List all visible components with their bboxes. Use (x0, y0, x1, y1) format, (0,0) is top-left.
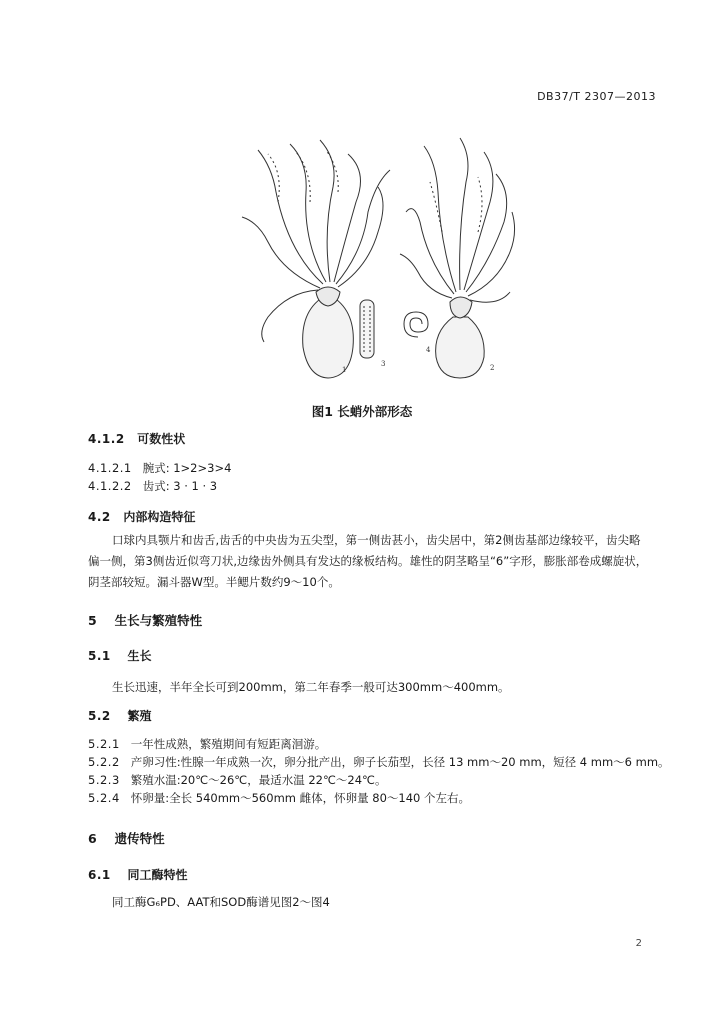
figure-label-1: 1 (342, 366, 347, 374)
clause-text: 一年性成熟，繁殖期间有短距离洄游。 (130, 737, 327, 751)
section-heading-6-1 (88, 866, 188, 883)
octopus-ventral-drawing (400, 138, 515, 378)
section-title: 生长与繁殖特性 (114, 613, 203, 628)
section-heading-5-2 (88, 707, 152, 724)
clause-5-2-3 (88, 772, 386, 788)
clause-number: 5.2.3 (88, 773, 120, 787)
clause-number: 5.2.2 (88, 755, 120, 769)
funnel-organ-drawing (360, 300, 374, 358)
hectocotylus-drawing (404, 312, 428, 337)
clause-text: 齿式: 3 · 1 · 3 (142, 479, 218, 493)
section-number: 4.1.2 (88, 432, 125, 446)
octopus-illustration (228, 132, 518, 384)
clause-text: 怀卵量:全长 540mm～560mm 雌体，怀卵量 80～140 个左右。 (130, 791, 471, 805)
section-heading-6 (88, 829, 165, 847)
figure-caption: 图1 长蛸外部形态 (311, 404, 413, 419)
standard-code: DB37/T 2307—2013 (537, 90, 656, 103)
section-number: 5.1 (88, 649, 111, 663)
figure-label-2: 2 (490, 364, 495, 372)
section-heading-4-2 (88, 508, 195, 525)
section-number: 5 (88, 613, 98, 628)
section-title: 繁殖 (127, 709, 152, 723)
section-title: 同工酶特性 (127, 868, 188, 882)
section-heading-5 (88, 611, 202, 629)
section-number: 5.2 (88, 709, 111, 723)
clause-4-1-2-2 (88, 478, 217, 494)
page-number: 2 (635, 938, 642, 949)
section-heading-5-1 (88, 647, 152, 664)
clause-number: 4.1.2.2 (88, 479, 132, 493)
figure-label-3: 3 (381, 360, 386, 368)
section-title: 内部构造特征 (123, 510, 196, 524)
section-number: 6.1 (88, 868, 111, 882)
clause-text: 腕式: 1>2>3>4 (142, 461, 232, 475)
clause-text: 繁殖水温:20℃～26℃，最适水温 22℃～24℃。 (130, 773, 387, 787)
paragraph-isozyme: 同工酶G₆PD、AAT和SOD酶谱见图2～图4 (112, 895, 330, 909)
section-title: 遗传特性 (114, 831, 165, 846)
clause-5-2-2 (88, 754, 670, 770)
paragraph-internal-structure: 口球内具颚片和齿舌,齿舌的中央齿为五尖型，第一侧齿甚小，齿尖居中，第2侧齿基部边缘较平，齿尖略偏一侧，第3侧齿近似弯刀状,边缘齿外侧具有发达的缘板结构。雄性的阴茎略呈“6”字形，膨胀部卷成螺旋状，阴茎部较短。漏斗器W型。半鳃片数约9～10个。 (88, 533, 648, 589)
clause-text: 产卵习性:性腺一年成熟一次，卵分批产出，卵子长茄型，长径 13 mm～20 mm，短径 4 mm～6 mm。 (130, 755, 670, 769)
paragraph-growth: 生长迅速，半年全长可到200mm，第二年春季一般可达300mm～400mm。 (112, 680, 510, 694)
clause-5-2-4 (88, 790, 470, 806)
clause-number: 5.2.1 (88, 737, 120, 751)
clause-number: 5.2.4 (88, 791, 120, 805)
section-number: 4.2 (88, 510, 111, 524)
clause-number: 4.1.2.1 (88, 461, 132, 475)
clause-4-1-2-1 (88, 460, 231, 476)
section-heading-4-1-2 (88, 430, 185, 447)
section-number: 6 (88, 831, 98, 846)
section-title: 可数性状 (137, 432, 186, 446)
figure-label-4: 4 (426, 346, 431, 354)
section-title: 生长 (127, 649, 152, 663)
clause-5-2-1 (88, 736, 326, 752)
